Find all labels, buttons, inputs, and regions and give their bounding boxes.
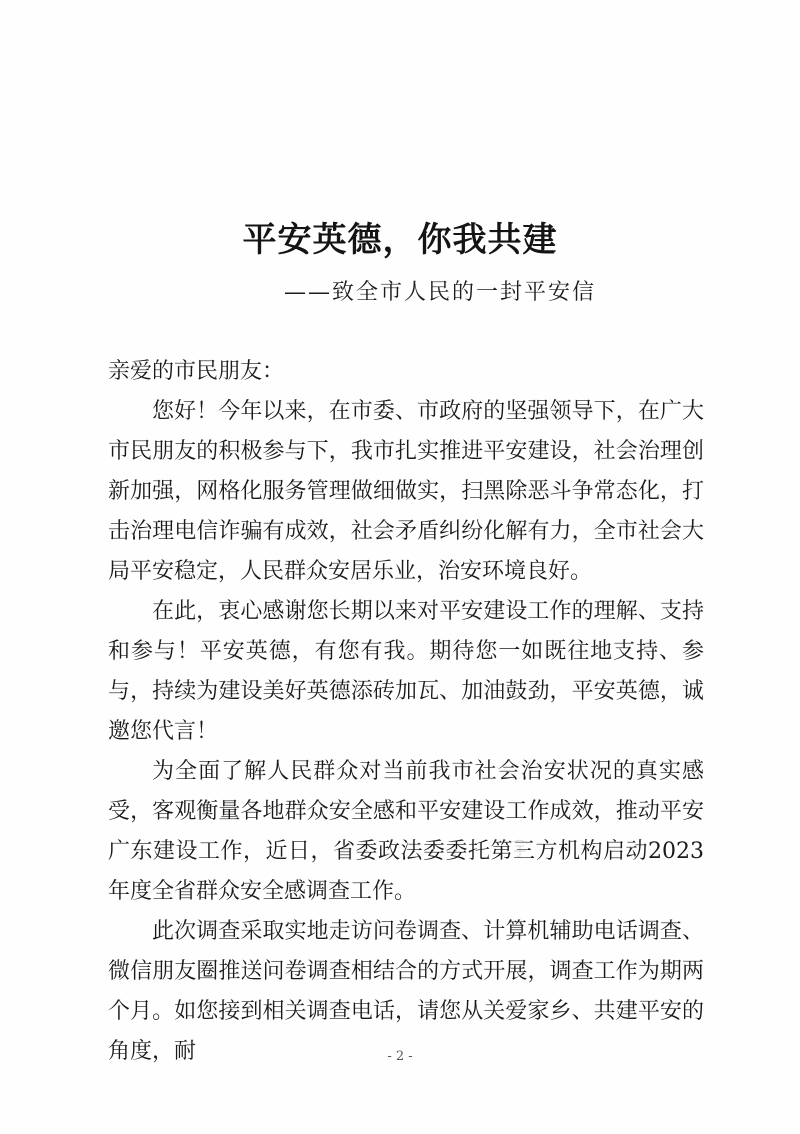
paragraph-1: 您好！今年以来，在市委、市政府的坚强领导下，在广大市民朋友的积极参与下，我市扎实推进平安建设，社会治理创新加强，网格化服务管理做细做实，扫黑除恶斗争常态化，打击治理电信诈骗有成效，社会矛盾纠纷化解有力，全市社会大局平安稳定，人民群众安居乐业，治安环境良好。 [108, 399, 704, 584]
salutation: 亲爱的市民朋友： [108, 359, 285, 384]
faint-mark-icon [510, 838, 530, 860]
paragraph-3: 为全面了解人民群众对当前我市社会治安状况的真实感受，客观衡量各地群众安全感和平安建设工作成效，推动平安广东建设工作，近日，省委政法委委托第三方机构启动2023年度全省群众安全感调查工作。 [108, 759, 704, 904]
paragraph-4: 此次调查采取实地走访问卷调查、计算机辅助电话调查、微信朋友圈推送问卷调查相结合的方式开展，调查工作为期两个月。如您接到相关调查电话，请您从关爱家乡、共建平安的角度，耐 [108, 919, 704, 1064]
letter-title: 平安英德，你我共建 [242, 220, 558, 260]
letter-body [108, 392, 704, 1072]
page-number: - 2 - [387, 1049, 413, 1064]
paragraph-2: 在此，衷心感谢您长期以来对平安建设工作的理解、支持和参与！平安英德，有您有我。期待您一如既往地支持、参与，持续为建设美好英德添砖加瓦、加油鼓劲，平安英德，诚邀您代言！ [108, 599, 704, 744]
letter-subtitle: ——致全市人民的一封平安信 [284, 280, 597, 305]
